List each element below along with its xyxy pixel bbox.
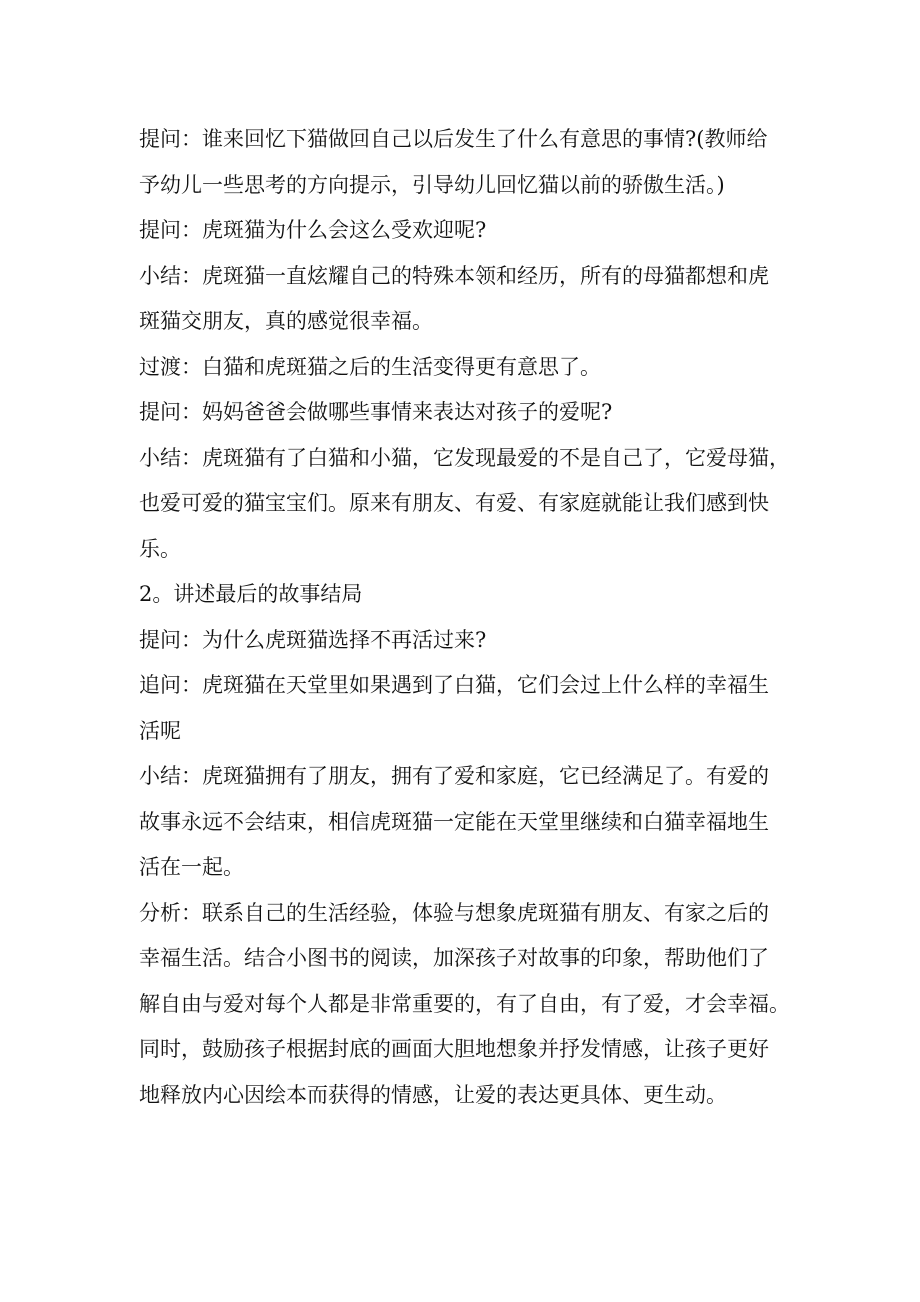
text-line: 小结：虎斑猫一直炫耀自己的特殊本领和经历，所有的母猫都想和虎 bbox=[139, 263, 769, 288]
text-line: 提问：谁来回忆下猫做回自己以后发生了什么有意思的事情?(教师给 bbox=[139, 127, 768, 151]
text-line: 提问：为什么虎斑猫选择不再活过来? bbox=[139, 627, 487, 652]
text-line: 提问：虎斑猫为什么会这么受欢迎呢? bbox=[139, 218, 487, 242]
text-line: 予幼儿一些思考的方向提示，引导幼儿回忆猫以前的骄傲生活。) bbox=[139, 172, 725, 197]
paragraph-transition bbox=[139, 345, 789, 391]
text-line: 小结：虎斑猫拥有了朋友，拥有了爱和家庭，它已经满足了。有爱的 bbox=[139, 764, 769, 788]
text-line: 小结：虎斑猫有了白猫和小猫，它发现最爱的不是自己了，它爱母猫， bbox=[139, 445, 790, 470]
text-line: 过渡：白猫和虎斑猫之后的生活变得更有意思了。 bbox=[139, 354, 601, 379]
text-line: 提问：妈妈爸爸会做哪些事情来表达对孩子的爱呢? bbox=[139, 400, 613, 424]
paragraph-question-popular bbox=[139, 208, 789, 254]
paragraph-question-why bbox=[139, 618, 789, 664]
text-line: 也爱可爱的猫宝宝们。原来有朋友、有爱、有家庭就能让我们感到快 bbox=[139, 491, 769, 515]
text-line: 地释放内心因绘本而获得的情感，让爱的表达更具体、更生动。 bbox=[139, 1082, 727, 1107]
text-line: 追问：虎斑猫在天堂里如果遇到了白猫，它们会过上什么样的幸福生 bbox=[139, 673, 769, 697]
text-line: 解自由与爱对每个人都是非常重要的，有了自由，有了爱，才会幸福。 bbox=[139, 991, 790, 1016]
text-line: 幸福生活。结合小图书的阅读，加深孩子对故事的印象，帮助他们了 bbox=[139, 946, 769, 970]
text-line: 活呢 bbox=[139, 718, 181, 743]
paragraph-summary-happiness bbox=[139, 254, 789, 345]
text-line: 活在一起。 bbox=[139, 855, 244, 879]
paragraph-summary-family bbox=[139, 436, 789, 573]
text-line: 故事永远不会结束，相信虎斑猫一定能在天堂里继续和白猫幸福地生 bbox=[139, 809, 769, 834]
section-heading-ending bbox=[139, 572, 789, 618]
text-line: 分析：联系自己的生活经验，体验与想象虎斑猫有朋友、有家之后的 bbox=[139, 900, 769, 925]
document-body bbox=[139, 117, 789, 1118]
paragraph-question-recall bbox=[139, 117, 789, 208]
paragraph-followup-question bbox=[139, 663, 789, 754]
text-line: 斑猫交朋友，真的感觉很幸福。 bbox=[139, 309, 433, 333]
paragraph-analysis bbox=[139, 891, 789, 1119]
paragraph-summary-ending bbox=[139, 754, 789, 891]
text-line: 2。讲述最后的故事结局 bbox=[139, 582, 363, 606]
text-line: 同时，鼓励孩子根据封底的画面大胆地想象并抒发情感，让孩子更好 bbox=[139, 1037, 769, 1061]
paragraph-question-parents bbox=[139, 390, 789, 436]
text-line: 乐。 bbox=[139, 536, 181, 561]
